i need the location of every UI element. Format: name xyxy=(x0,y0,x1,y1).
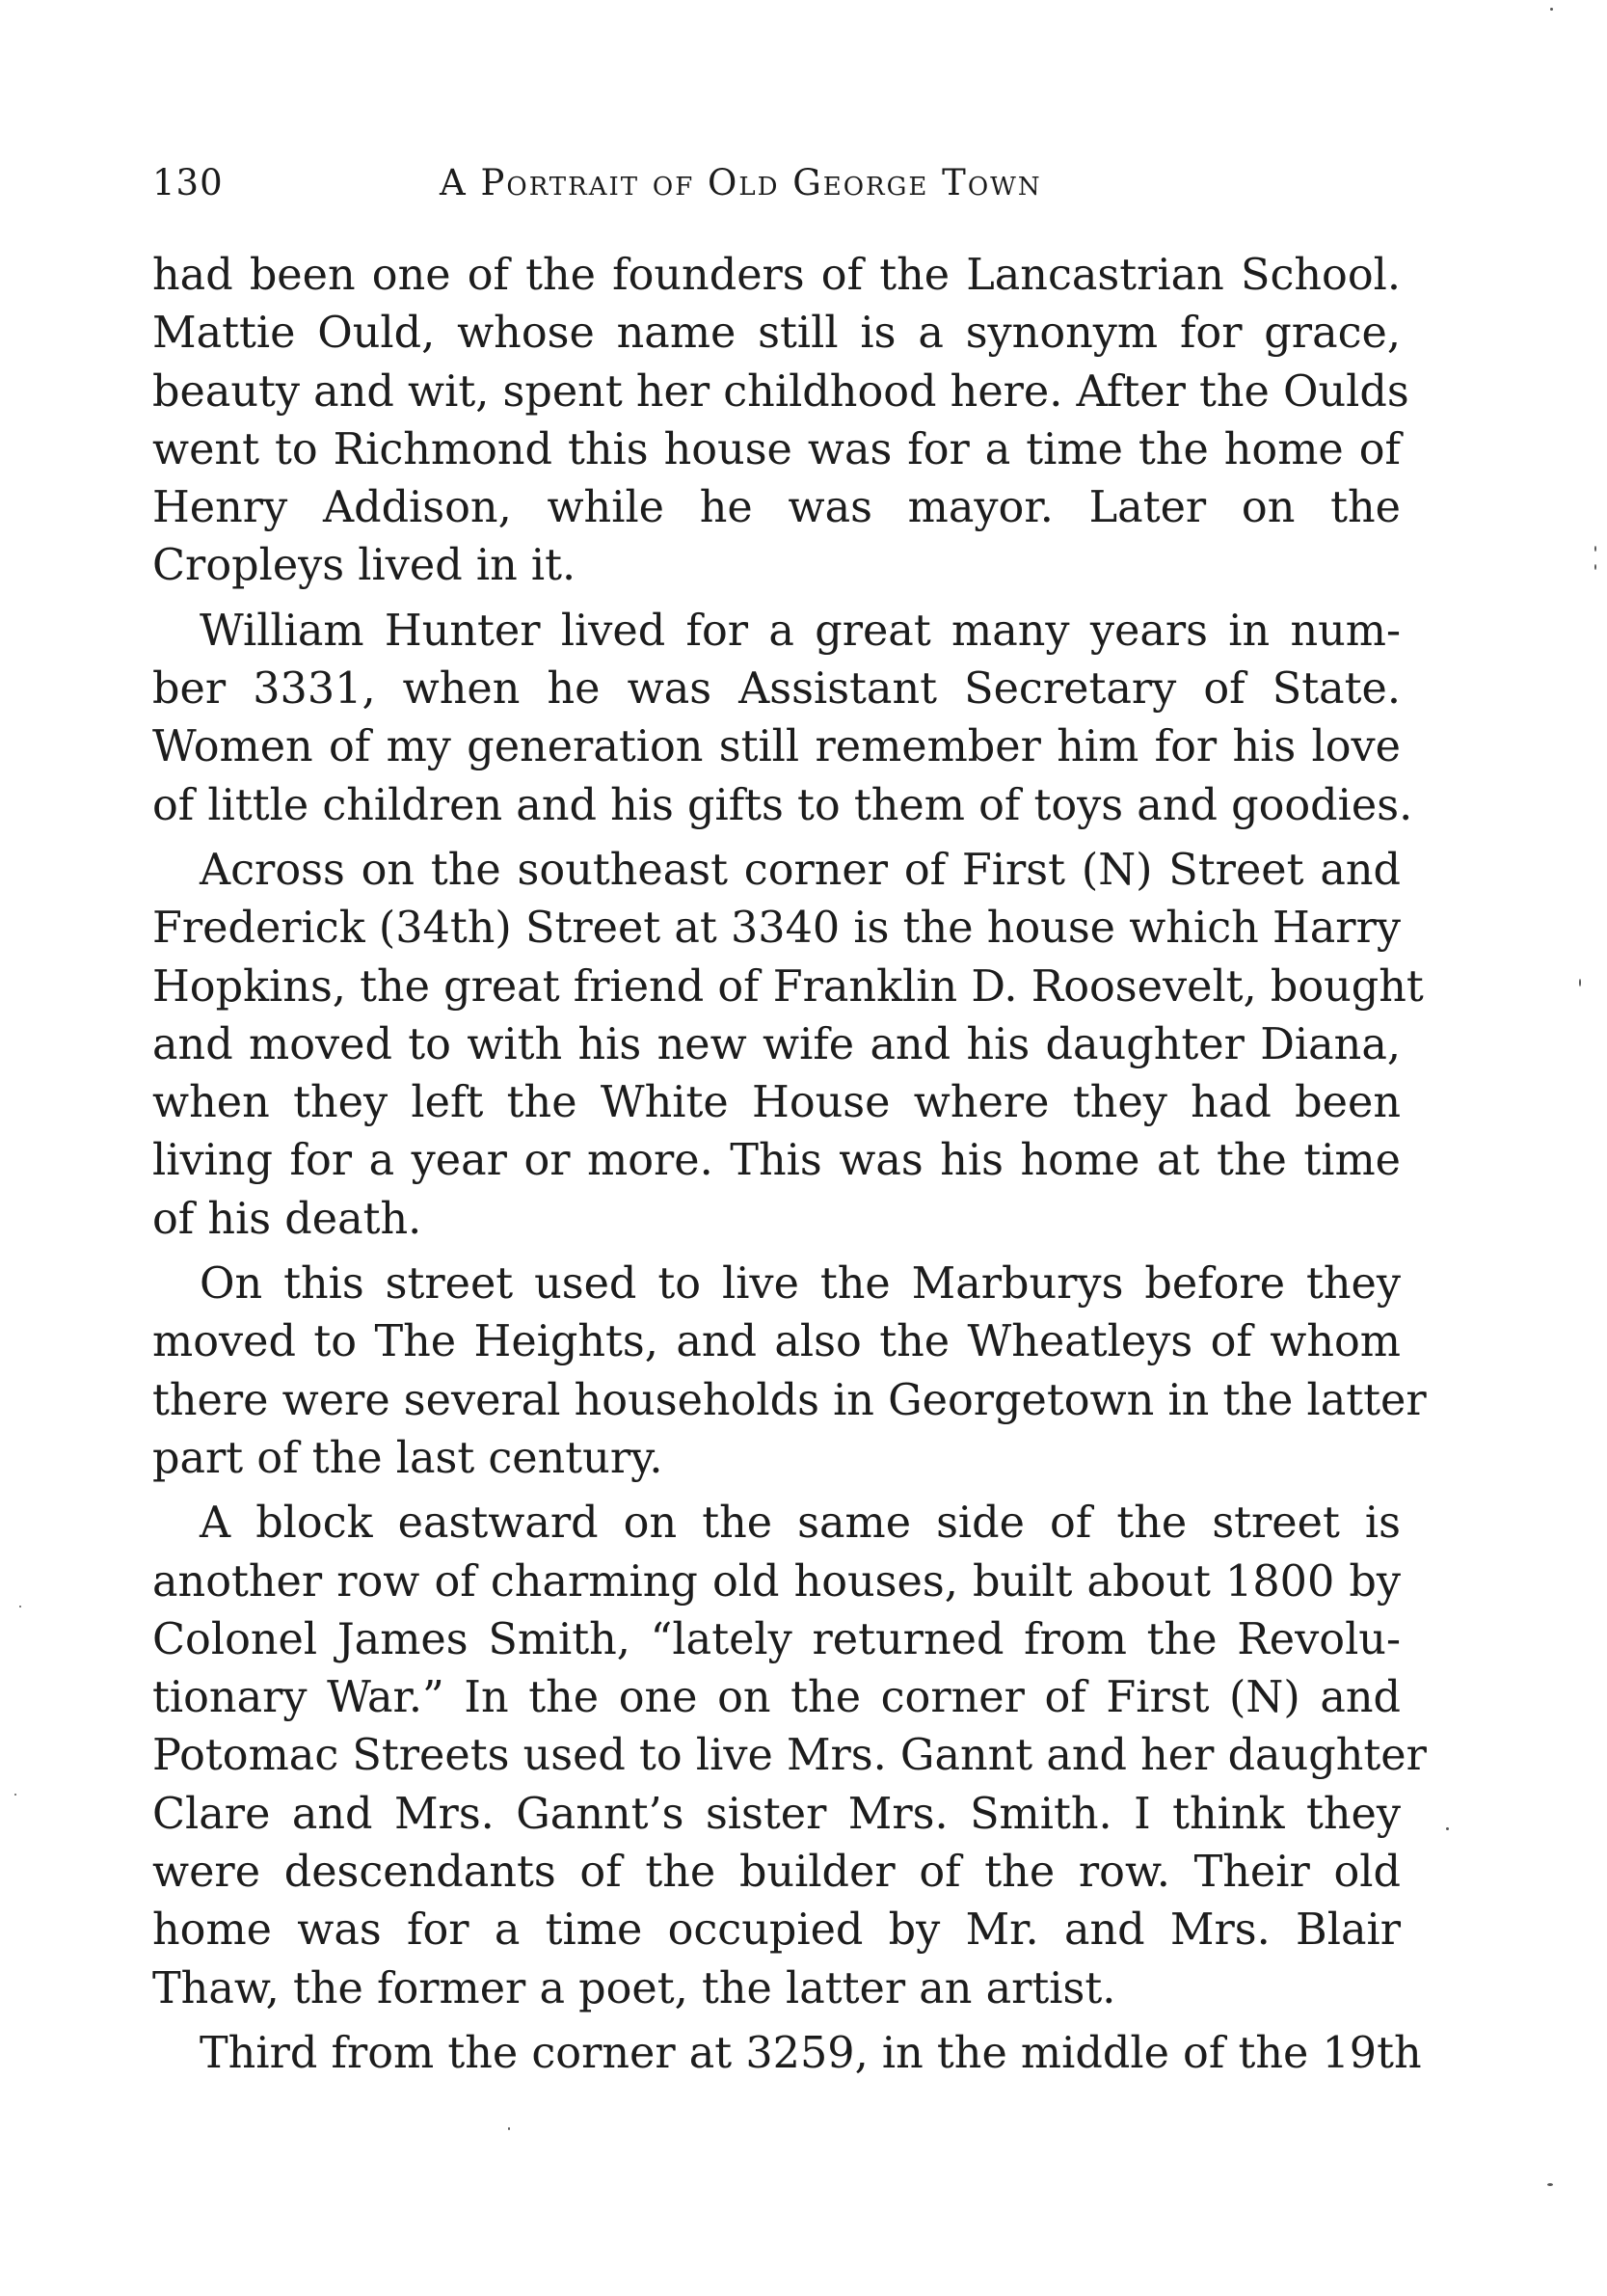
scan-speck xyxy=(1547,2183,1553,2186)
paragraph-first-line: A block eastward on the same side of the street is xyxy=(200,1499,1401,1549)
body-text xyxy=(152,247,1427,2083)
scan-speck xyxy=(1446,1827,1449,1830)
text-line: had been one of the founders of the Lancastrian School. xyxy=(152,251,1401,300)
text-line: Women of my generation still remember him for his love xyxy=(152,722,1401,772)
text-line: Hopkins, the great friend of Franklin D. Roosevelt, bought xyxy=(152,961,1424,1012)
paragraph-first-line: On this street used to live the Marburys before they xyxy=(200,1259,1401,1310)
text-line: were descendants of the builder of the row. Their old xyxy=(152,1848,1401,1898)
text-line: part of the last century. xyxy=(152,1433,663,1483)
text-line: Colonel James Smith, “lately returned from the Revolu- xyxy=(152,1614,1401,1664)
text-line: went to Richmond this house was for a time the home of xyxy=(152,424,1401,474)
text-line: ber 3331, when he was Assistant Secretary of State. xyxy=(152,664,1401,715)
text-line: when they left the White House where they had been xyxy=(152,1078,1401,1128)
text-line: of little children and his gifts to them of toys and goodies. xyxy=(152,780,1413,830)
text-line: Mattie Ould, whose name still is a synonym for grace, xyxy=(152,309,1401,359)
text-line: of his death. xyxy=(152,1194,422,1244)
paragraph-first-line: Across on the southeast corner of First (N) Street and xyxy=(200,845,1401,895)
scan-speck xyxy=(1550,8,1553,11)
scan-speck xyxy=(508,2127,510,2130)
text-line: home was for a time occupied by Mr. and Mrs. Blair xyxy=(152,1905,1401,1956)
paragraph-first-line: Third from the corner at 3259, in the middle of the 19th xyxy=(200,2028,1422,2078)
scan-speck xyxy=(1594,546,1596,552)
page-header xyxy=(152,162,1406,210)
scan-speck xyxy=(1594,564,1596,570)
paragraph-first-line: William Hunter lived for a great many years in num- xyxy=(200,606,1401,656)
text-line: Cropleys lived in it. xyxy=(152,541,576,591)
text-line: Clare and Mrs. Gannt’s sister Mrs. Smith. I think they xyxy=(152,1789,1401,1839)
text-line: there were several households in Georgetown in the latter xyxy=(152,1375,1427,1425)
text-line: tionary War.” In the one on the corner of First (N) and xyxy=(152,1673,1401,1723)
text-line: Frederick (34th) Street at 3340 is the house which Harry xyxy=(152,904,1401,954)
text-line: living for a year or more. This was his home at the time xyxy=(152,1136,1401,1186)
scan-speck xyxy=(1579,979,1581,986)
text-line: Potomac Streets used to live Mrs. Gannt and her daughter xyxy=(152,1731,1427,1781)
text-line: Henry Addison, while he was mayor. Later on the xyxy=(152,483,1401,533)
text-line: moved to The Heights, and also the Wheatleys of whom xyxy=(152,1317,1401,1367)
scan-speck xyxy=(14,1794,16,1796)
text-line: another row of charming old houses, built about 1800 by xyxy=(152,1556,1401,1607)
page-number: 130 xyxy=(152,162,224,203)
text-line: Thaw, the former a poet, the latter an artist. xyxy=(152,1963,1116,2013)
scan-speck xyxy=(19,1606,21,1607)
text-line: beauty and wit, spent her childhood here. After the Oulds xyxy=(152,366,1409,417)
text-line: and moved to with his new wife and his daughter Diana, xyxy=(152,1019,1401,1069)
running-head: A Portrait of Old George Town xyxy=(440,162,1042,203)
